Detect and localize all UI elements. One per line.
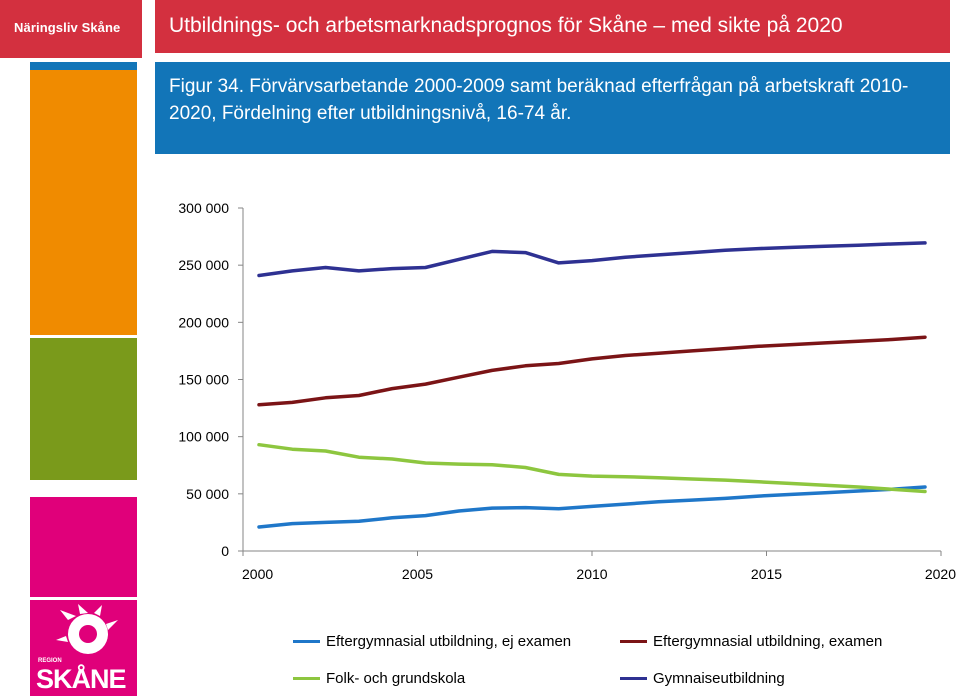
x-axis — [242, 551, 956, 582]
y-tick-label: 0 — [221, 543, 229, 559]
x-tick-label: 2015 — [750, 566, 783, 582]
legend-item-eftergymnasial-ej-examen — [293, 633, 571, 650]
y-tick-label: 100 000 — [178, 428, 229, 445]
y-tick-label: 300 000 — [178, 200, 229, 216]
x-tick-label: 2010 — [576, 566, 608, 582]
x-tick-label: 2020 — [924, 566, 956, 582]
series-line-eftergymnasial-utbildning-ej-examen — [259, 487, 925, 527]
legend-swatch — [620, 640, 647, 643]
legend-swatch — [620, 677, 647, 680]
y-axis — [178, 200, 243, 559]
y-tick-label: 150 000 — [178, 371, 229, 388]
legend-item-folk-och-grundskola — [293, 670, 465, 687]
legend-item-gymnaiseutbildning — [620, 670, 785, 687]
y-tick-label: 200 000 — [178, 314, 229, 331]
region-logo-big-text: SKÅNE — [36, 664, 126, 694]
series-line-folk-och-grundskola — [259, 445, 925, 492]
y-tick-label: 250 000 — [178, 257, 229, 274]
legend-item-eftergymnasial-examen — [620, 633, 882, 650]
chart-series — [259, 243, 925, 527]
series-line-gymnaiseutbildning — [259, 243, 925, 276]
legend-label: Folk- och grundskola — [326, 670, 466, 687]
chart-legend — [290, 630, 950, 696]
page-title: Utbildnings- och arbetsmarknadsprognos för Skåne – med sikte på 2020 — [169, 14, 843, 37]
x-tick-label: 2000 — [242, 566, 274, 582]
legend-swatch — [293, 677, 320, 680]
legend-swatch — [293, 640, 320, 643]
series-line-eftergymnasial-utbildning-examen — [259, 337, 925, 405]
y-tick-label: 50 000 — [186, 485, 229, 502]
legend-label: Eftergymnasial utbildning, examen — [653, 633, 883, 650]
legend-label: Eftergymnasial utbildning, ej examen — [326, 633, 572, 650]
logo-text: Näringsliv Skåne — [14, 20, 121, 35]
figure-caption: Figur 34. Förvärvsarbetande 2000-2009 samt beräknad efterfrågan på arbetskraft 2010-2020, Fördelning efter utbildningsnivå, 16-74 år. — [169, 76, 909, 124]
legend-label: Gymnaiseutbildning — [653, 670, 785, 687]
x-tick-label: 2005 — [401, 566, 434, 582]
region-logo-small-text: REGION — [38, 658, 62, 664]
